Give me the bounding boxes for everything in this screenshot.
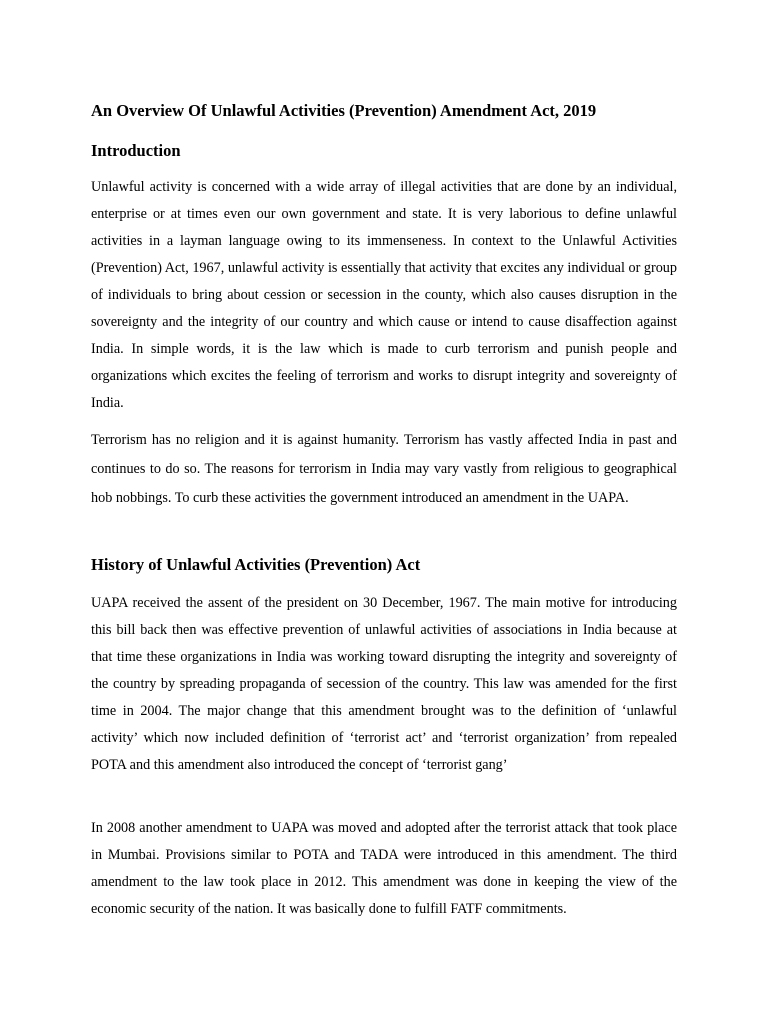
- section-heading-introduction: Introduction: [91, 141, 181, 160]
- paragraph-unlawful-activity: Unlawful activity is concerned with a wide array of illegal activities that are done by an individual, enterprise or at times even our own government and state. It is very laborious to define unlawful activities in a layman language owing to its immenseness. In context to the Unlawful Activities (Prevention) Act, 1967, unlawful activity is essentially that activity that excites any individual or group of individuals to bring about cession or secession in the county, which also causes disruption in the sovereignty and the integrity of our country and which cause or intend to cause disaffection against India. In simple words, it is the law which is made to curb terrorism and punish people and organizations which excites the feeling of terrorism and works to disrupt integrity and sovereignty of India.: [91, 179, 677, 411]
- paragraph-2008-amendment: In 2008 another amendment to UAPA was moved and adopted after the terrorist attack that took place in Mumbai. Provisions similar to POTA and TADA were introduced in this amendment. The third amendment to the law took place in 2012. This amendment was done in keeping the view of the economic security of the nation. It was basically done to fulfill FATF commitments.: [91, 820, 677, 917]
- section-heading-history: History of Unlawful Activities (Prevention) Act: [91, 555, 421, 574]
- paragraph-uapa-assent: UAPA received the assent of the president on 30 December, 1967. The main motive for introducing this bill back then was effective prevention of unlawful activities of associations in India because at that time these organizations in India was working toward disrupting the integrity and sovereignty of the country by spreading propaganda of secession of the country. This law was amended for the first time in 2004. The major change that this amendment brought was to the definition of ‘unlawful activity’ which now included definition of ‘terrorist act’ and ‘terrorist organization’ from repealed POTA and this amendment also introduced the concept of ‘terrorist gang’: [91, 595, 677, 773]
- paragraph-terrorism: Terrorism has no religion and it is against humanity. Terrorism has vastly affected India in past and continues to do so. The reasons for terrorism in India may vary vastly from religious to geographical hob nobbings. To curb these activities the government introduced an amendment in the UAPA.: [91, 432, 677, 506]
- document-title: An Overview Of Unlawful Activities (Prevention) Amendment Act, 2019: [91, 101, 597, 120]
